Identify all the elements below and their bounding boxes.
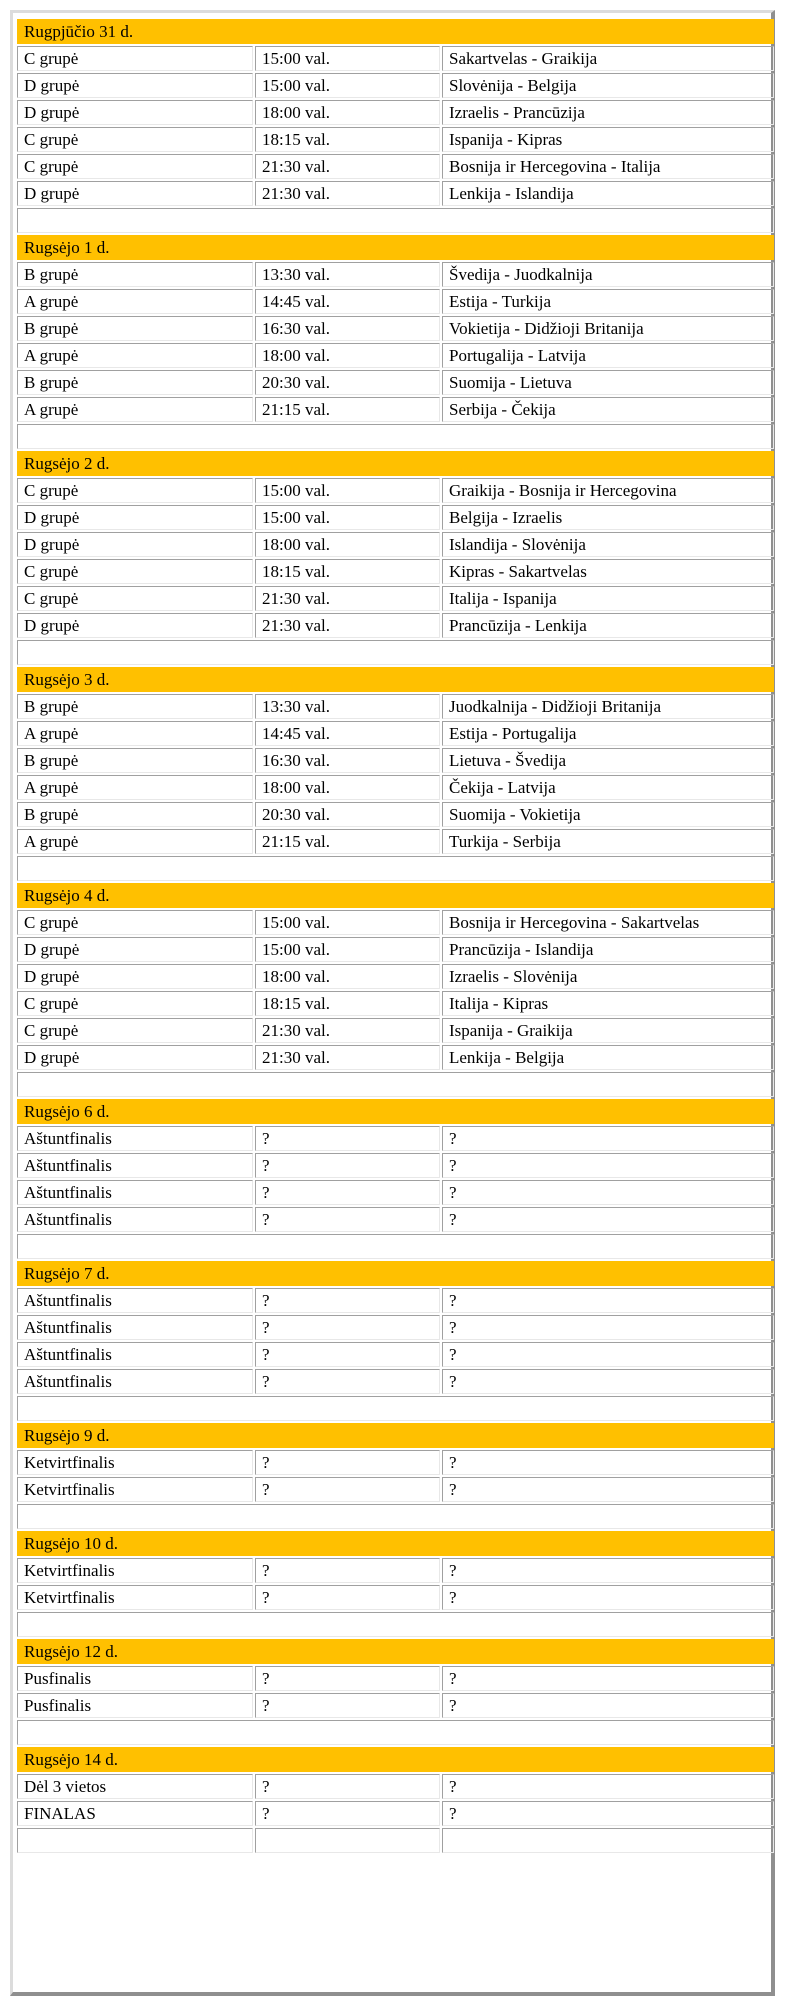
match-stage: B grupė [17,370,253,395]
spacer-row [17,1504,774,1529]
match-teams: Serbija - Čekija [442,397,774,422]
day-header-row [17,1639,774,1664]
match-time: ? [255,1315,440,1340]
match-stage: C grupė [17,910,253,935]
spacer-row [17,208,774,233]
match-teams: Kipras - Sakartvelas [442,559,774,584]
match-stage: A grupė [17,829,253,854]
match-stage: D grupė [17,937,253,962]
match-row [17,748,774,773]
match-time: ? [255,1450,440,1475]
match-row [17,802,774,827]
day-header-row [17,1099,774,1124]
match-stage: A grupė [17,721,253,746]
match-time: 15:00 val. [255,478,440,503]
match-time: 18:15 val. [255,991,440,1016]
match-stage: Aštuntfinalis [17,1126,253,1151]
day-header-row [17,1423,774,1448]
day-date: Rugsėjo 2 d. [17,451,774,476]
match-row [17,1450,774,1475]
match-row [17,1666,774,1691]
spacer-row [17,1072,774,1097]
match-teams: Bosnija ir Hercegovina - Sakartvelas [442,910,774,935]
day-header-row [17,883,774,908]
match-stage: B grupė [17,802,253,827]
empty-cell [17,1396,774,1421]
empty-cell [17,640,774,665]
match-teams: Ispanija - Kipras [442,127,774,152]
match-stage: A grupė [17,289,253,314]
day-header-row [17,19,774,44]
match-time: ? [255,1585,440,1610]
empty-cell [17,1828,253,1853]
day-date: Rugsėjo 7 d. [17,1261,774,1286]
match-time: 13:30 val. [255,262,440,287]
match-teams: Lenkija - Belgija [442,1045,774,1070]
day-date: Rugsėjo 10 d. [17,1531,774,1556]
match-stage: C grupė [17,127,253,152]
match-time: 20:30 val. [255,370,440,395]
match-stage: Aštuntfinalis [17,1369,253,1394]
match-row [17,559,774,584]
match-stage: C grupė [17,991,253,1016]
match-stage: C grupė [17,478,253,503]
spacer-row [17,1234,774,1259]
match-teams: Čekija - Latvija [442,775,774,800]
match-time: 18:15 val. [255,559,440,584]
match-row [17,1018,774,1043]
match-teams: ? [442,1585,774,1610]
spacer-row [17,1612,774,1637]
match-time: 15:00 val. [255,505,440,530]
day-header-row [17,235,774,260]
match-stage: Aštuntfinalis [17,1342,253,1367]
match-row [17,532,774,557]
match-row [17,343,774,368]
day-header-row [17,1531,774,1556]
day-date: Rugsėjo 12 d. [17,1639,774,1664]
match-row [17,964,774,989]
match-time: ? [255,1288,440,1313]
match-teams: ? [442,1666,774,1691]
match-row [17,478,774,503]
empty-cell [17,856,774,881]
match-time: ? [255,1153,440,1178]
day-header-row [17,667,774,692]
match-stage: Pusfinalis [17,1666,253,1691]
match-stage: B grupė [17,694,253,719]
match-stage: Aštuntfinalis [17,1207,253,1232]
spacer-row [17,856,774,881]
match-time: 18:00 val. [255,343,440,368]
match-teams: Italija - Ispanija [442,586,774,611]
match-teams: ? [442,1126,774,1151]
spacer-row [17,1720,774,1745]
match-time: 18:00 val. [255,775,440,800]
match-stage: D grupė [17,181,253,206]
match-stage: C grupė [17,154,253,179]
day-header-row [17,451,774,476]
match-teams: Suomija - Lietuva [442,370,774,395]
match-schedule-table [15,17,776,1855]
empty-cell [17,1504,774,1529]
match-stage: C grupė [17,559,253,584]
match-time: 21:30 val. [255,586,440,611]
match-teams: Turkija - Serbija [442,829,774,854]
match-teams: ? [442,1477,774,1502]
match-stage: D grupė [17,613,253,638]
day-header-row [17,1261,774,1286]
match-time: ? [255,1369,440,1394]
empty-cell [17,1612,774,1637]
match-row [17,100,774,125]
match-time: 21:30 val. [255,1018,440,1043]
match-time: 18:00 val. [255,532,440,557]
match-time: 15:00 val. [255,46,440,71]
match-time: 14:45 val. [255,289,440,314]
match-stage: B grupė [17,316,253,341]
empty-cell [17,1072,774,1097]
day-date: Rugsėjo 6 d. [17,1099,774,1124]
match-stage: Aštuntfinalis [17,1288,253,1313]
match-teams: Švedija - Juodkalnija [442,262,774,287]
match-row [17,775,774,800]
match-teams: ? [442,1180,774,1205]
empty-cell [17,208,774,233]
match-row [17,1801,774,1826]
match-time: 15:00 val. [255,910,440,935]
match-stage: D grupė [17,505,253,530]
match-time: ? [255,1558,440,1583]
match-row [17,1585,774,1610]
match-teams: ? [442,1315,774,1340]
match-row [17,397,774,422]
match-teams: ? [442,1369,774,1394]
match-time: 21:30 val. [255,1045,440,1070]
match-stage: Ketvirtfinalis [17,1558,253,1583]
match-row [17,910,774,935]
match-teams: ? [442,1774,774,1799]
match-row [17,937,774,962]
match-stage: Dėl 3 vietos [17,1774,253,1799]
match-teams: Estija - Turkija [442,289,774,314]
match-teams: ? [442,1801,774,1826]
match-stage: FINALAS [17,1801,253,1826]
match-row [17,1369,774,1394]
match-stage: Ketvirtfinalis [17,1450,253,1475]
match-time: 21:30 val. [255,181,440,206]
day-date: Rugpjūčio 31 d. [17,19,774,44]
match-row [17,370,774,395]
match-teams: Suomija - Vokietija [442,802,774,827]
match-time: ? [255,1180,440,1205]
match-time: ? [255,1207,440,1232]
match-row [17,721,774,746]
match-time: 18:15 val. [255,127,440,152]
match-row [17,1693,774,1718]
spacer-row [17,424,774,449]
spacer-row [17,1828,774,1853]
match-row [17,613,774,638]
match-teams: Lietuva - Švedija [442,748,774,773]
match-stage: A grupė [17,775,253,800]
match-stage: D grupė [17,73,253,98]
match-teams: Vokietija - Didžioji Britanija [442,316,774,341]
match-teams: Lenkija - Islandija [442,181,774,206]
match-time: 21:15 val. [255,829,440,854]
day-date: Rugsėjo 9 d. [17,1423,774,1448]
match-stage: Pusfinalis [17,1693,253,1718]
match-row [17,505,774,530]
match-time: 21:30 val. [255,613,440,638]
match-row [17,991,774,1016]
match-time: ? [255,1774,440,1799]
match-row [17,316,774,341]
match-time: ? [255,1342,440,1367]
match-row [17,694,774,719]
match-schedule-body [17,19,774,1853]
match-row [17,1342,774,1367]
match-stage: C grupė [17,586,253,611]
match-teams: Bosnija ir Hercegovina - Italija [442,154,774,179]
match-row [17,586,774,611]
match-time: ? [255,1801,440,1826]
match-row [17,1126,774,1151]
match-teams: Ispanija - Graikija [442,1018,774,1043]
match-time: ? [255,1477,440,1502]
match-row [17,181,774,206]
match-teams: Graikija - Bosnija ir Hercegovina [442,478,774,503]
match-stage: D grupė [17,964,253,989]
match-time: 14:45 val. [255,721,440,746]
day-date: Rugsėjo 4 d. [17,883,774,908]
match-row [17,1045,774,1070]
match-stage: A grupė [17,343,253,368]
match-time: 13:30 val. [255,694,440,719]
match-teams: Italija - Kipras [442,991,774,1016]
match-teams: Slovėnija - Belgija [442,73,774,98]
match-row [17,262,774,287]
spacer-row [17,1396,774,1421]
match-stage: Ketvirtfinalis [17,1585,253,1610]
match-time: 15:00 val. [255,73,440,98]
match-teams: ? [442,1450,774,1475]
match-teams: Juodkalnija - Didžioji Britanija [442,694,774,719]
match-teams: ? [442,1693,774,1718]
match-stage: A grupė [17,397,253,422]
match-time: 16:30 val. [255,316,440,341]
match-teams: Prancūzija - Islandija [442,937,774,962]
match-time: ? [255,1693,440,1718]
empty-cell [17,424,774,449]
match-row [17,1153,774,1178]
spacer-row [17,640,774,665]
day-date: Rugsėjo 3 d. [17,667,774,692]
match-teams: Belgija - Izraelis [442,505,774,530]
match-row [17,829,774,854]
match-time: ? [255,1666,440,1691]
match-teams: ? [442,1342,774,1367]
match-time: 16:30 val. [255,748,440,773]
match-teams: ? [442,1558,774,1583]
match-stage: C grupė [17,46,253,71]
match-row [17,127,774,152]
match-teams: Islandija - Slovėnija [442,532,774,557]
match-row [17,1207,774,1232]
match-stage: C grupė [17,1018,253,1043]
match-row [17,1315,774,1340]
match-stage: D grupė [17,100,253,125]
match-teams: Izraelis - Prancūzija [442,100,774,125]
match-time: 18:00 val. [255,100,440,125]
match-teams: ? [442,1288,774,1313]
match-time: 21:30 val. [255,154,440,179]
match-teams: Izraelis - Slovėnija [442,964,774,989]
empty-cell [255,1828,440,1853]
match-time: ? [255,1126,440,1151]
match-stage: B grupė [17,262,253,287]
empty-cell [17,1234,774,1259]
match-time: 20:30 val. [255,802,440,827]
match-stage: Aštuntfinalis [17,1180,253,1205]
match-time: 18:00 val. [255,964,440,989]
match-teams: Prancūzija - Lenkija [442,613,774,638]
match-teams: ? [442,1153,774,1178]
match-stage: D grupė [17,532,253,557]
match-row [17,289,774,314]
match-row [17,46,774,71]
match-row [17,1558,774,1583]
match-stage: Aštuntfinalis [17,1153,253,1178]
match-teams: ? [442,1207,774,1232]
match-stage: Ketvirtfinalis [17,1477,253,1502]
match-time: 15:00 val. [255,937,440,962]
match-row [17,1477,774,1502]
day-header-row [17,1747,774,1772]
match-teams: Estija - Portugalija [442,721,774,746]
match-teams: Sakartvelas - Graikija [442,46,774,71]
match-row [17,1180,774,1205]
day-date: Rugsėjo 1 d. [17,235,774,260]
empty-cell [442,1828,774,1853]
match-row [17,73,774,98]
day-date: Rugsėjo 14 d. [17,1747,774,1772]
match-stage: B grupė [17,748,253,773]
match-row [17,154,774,179]
match-stage: Aštuntfinalis [17,1315,253,1340]
empty-cell [17,1720,774,1745]
match-teams: Portugalija - Latvija [442,343,774,368]
match-row [17,1774,774,1799]
match-stage: D grupė [17,1045,253,1070]
match-row [17,1288,774,1313]
match-time: 21:15 val. [255,397,440,422]
